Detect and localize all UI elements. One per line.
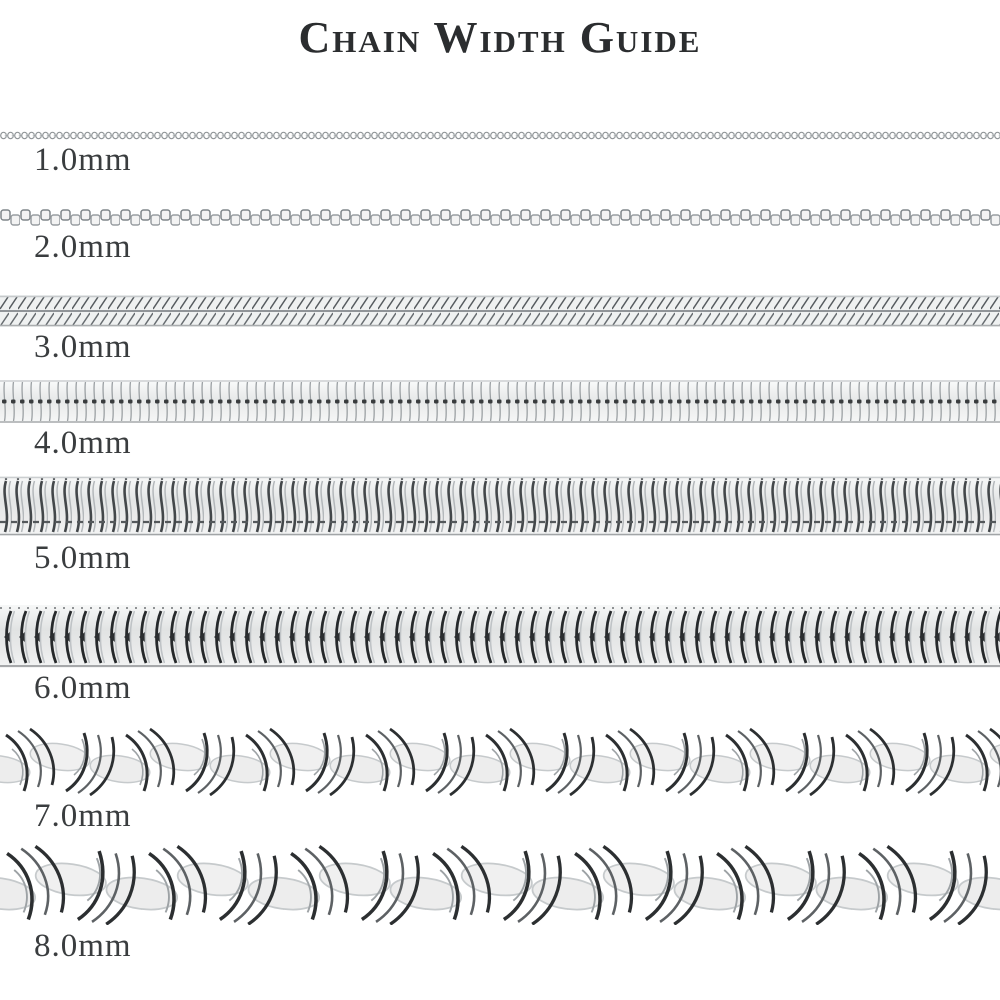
chain-illustration-2mm [0, 207, 1000, 229]
chain-illustration-7mm [0, 727, 1000, 796]
chain-illustration-1mm [0, 129, 1000, 142]
chain-size-label: 6.0mm [34, 670, 132, 706]
chain-size-label: 1.0mm [34, 142, 132, 178]
chain-size-label: 4.0mm [34, 425, 132, 461]
chain-size-label: 5.0mm [34, 540, 132, 576]
chain-size-label: 2.0mm [34, 229, 132, 265]
chain-illustration-4mm [0, 380, 1000, 423]
chain-illustration-8mm [0, 844, 1000, 925]
chain-size-label: 3.0mm [34, 329, 132, 365]
chain-size-label: 7.0mm [34, 798, 132, 834]
chain-illustration-6mm [0, 605, 1000, 668]
chain-illustration-3mm [0, 295, 1000, 327]
chain-size-label: 8.0mm [34, 928, 132, 964]
chain-illustration-5mm [0, 476, 1000, 536]
page-title: Chain Width Guide [298, 13, 702, 62]
